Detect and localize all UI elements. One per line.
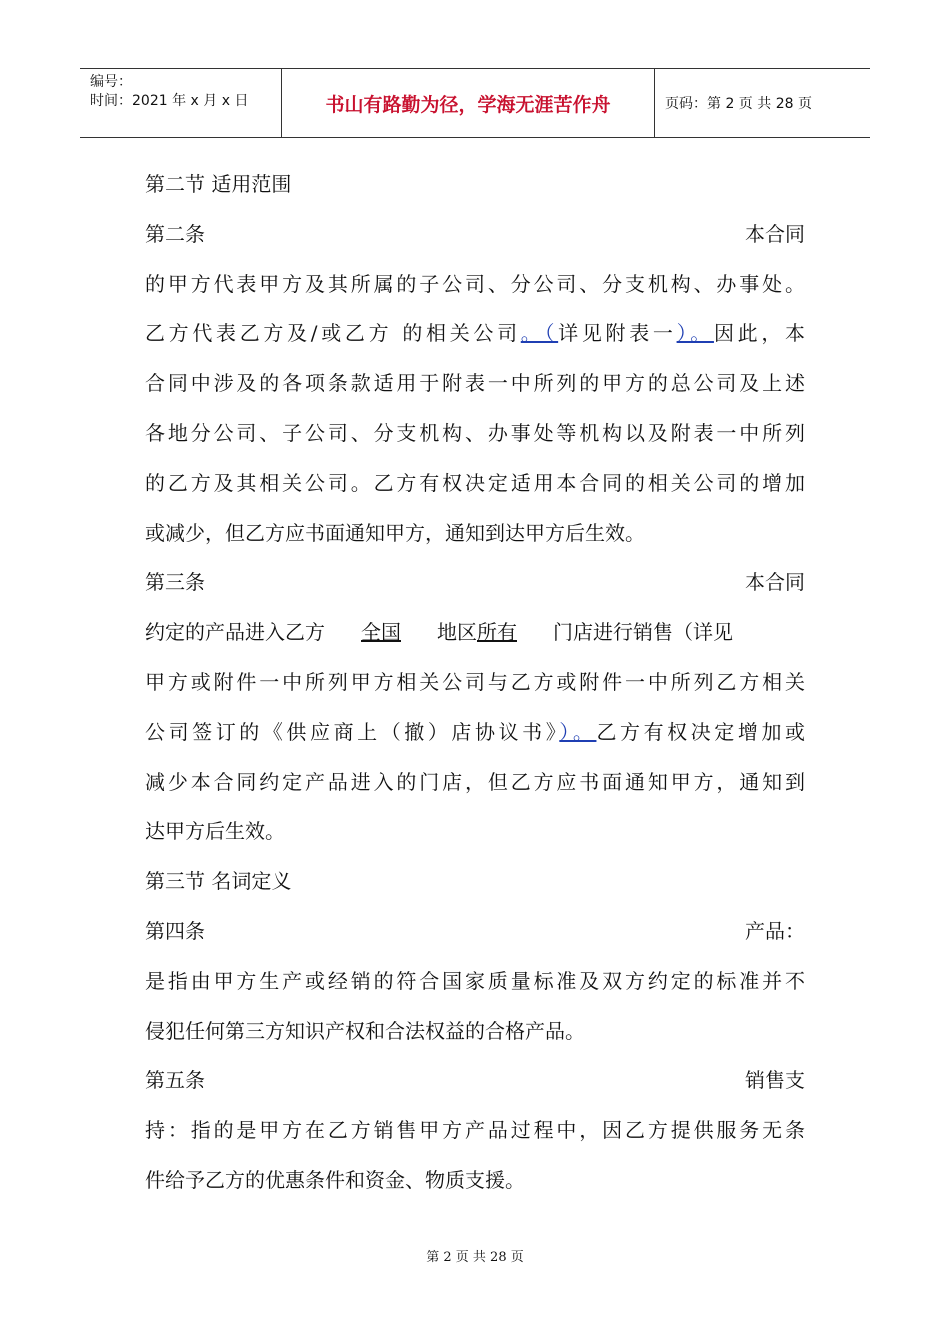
paragraph-line: 的乙方及其相关公司。乙方有权决定适用本合同的相关公司的增加 bbox=[145, 470, 805, 495]
header-page-info: 页码：第 2 页 共 28 页 bbox=[665, 96, 812, 112]
paragraph-line: 公司签订的《供应商上（撤）店协议书》）。乙方有权决定增加或 bbox=[145, 719, 806, 744]
article-heading bbox=[145, 1056, 805, 1106]
paragraph-line: 达甲方后生效。 bbox=[145, 819, 285, 844]
article-lead: 产品： bbox=[745, 918, 805, 943]
annex-link[interactable]: ）。 bbox=[559, 719, 597, 744]
paragraph-line: 减少本合同约定产品进入的门店，但乙方应书面通知甲方，通知到 bbox=[145, 769, 805, 794]
header-motto: 书山有路勤为径，学海无涯苦作舟 bbox=[282, 69, 655, 137]
paragraph-line: 约定的产品进入乙方 全国 地区所有 门店进行销售（详见 bbox=[145, 620, 733, 645]
paragraph-line: 合同中涉及的各项条款适用于附表一中所列的甲方的总公司及上述 bbox=[145, 371, 805, 396]
article-lead: 本合同 bbox=[745, 221, 805, 246]
annex-link[interactable]: 。（ bbox=[520, 321, 559, 346]
paragraph-line: 甲方或附件一中所列甲方相关公司与乙方或附件一中所列乙方相关 bbox=[145, 669, 805, 694]
document-header bbox=[80, 68, 870, 138]
annex-link[interactable]: ）。 bbox=[676, 321, 714, 346]
paragraph-line: 的甲方代表甲方及其所属的子公司、分公司、分支机构、办事处。 bbox=[145, 271, 805, 296]
paragraph-line: 持：指的是甲方在乙方销售甲方产品过程中，因乙方提供服务无条 bbox=[145, 1118, 805, 1143]
article-label: 第五条 bbox=[145, 1068, 205, 1093]
document-date: 时间：2021 年 x 月 x 日 bbox=[90, 93, 249, 109]
fill-in-stores: 所有 bbox=[477, 620, 517, 645]
fill-in-scope: 全国 bbox=[361, 620, 401, 645]
section-title: 第二节 适用范围 bbox=[145, 172, 292, 196]
article-label: 第四条 bbox=[145, 918, 205, 943]
article-label: 第二条 bbox=[145, 221, 205, 246]
article-label: 第三条 bbox=[145, 570, 205, 595]
paragraph-line: 侵犯任何第三方知识产权和合法权益的合格产品。 bbox=[145, 1018, 585, 1043]
article-lead: 销售支 bbox=[745, 1068, 805, 1093]
header-meta bbox=[80, 69, 282, 137]
article-lead: 本合同 bbox=[745, 570, 805, 595]
paragraph-line: 各地分公司、子公司、分支机构、办事处等机构以及附表一中所列 bbox=[145, 420, 805, 445]
paragraph-line: 是指由甲方生产或经销的符合国家质量标准及双方约定的标准并不 bbox=[145, 968, 805, 993]
page-footer: 第 2 页 共 28 页 bbox=[426, 1250, 524, 1265]
article-heading bbox=[145, 907, 805, 957]
article-heading bbox=[145, 558, 805, 608]
paragraph-line: 乙方代表乙方及/或乙方 的相关公司。（详见附表一）。因此，本 bbox=[145, 321, 806, 346]
document-number-label: 编号： bbox=[90, 74, 132, 90]
section-title: 第三节 名词定义 bbox=[145, 869, 292, 894]
article-heading bbox=[145, 210, 805, 260]
document-body bbox=[145, 160, 805, 1206]
paragraph-line: 件给予乙方的优惠条件和资金、物质支援。 bbox=[145, 1167, 525, 1192]
paragraph-line: 或减少，但乙方应书面通知甲方，通知到达甲方后生效。 bbox=[145, 520, 645, 545]
